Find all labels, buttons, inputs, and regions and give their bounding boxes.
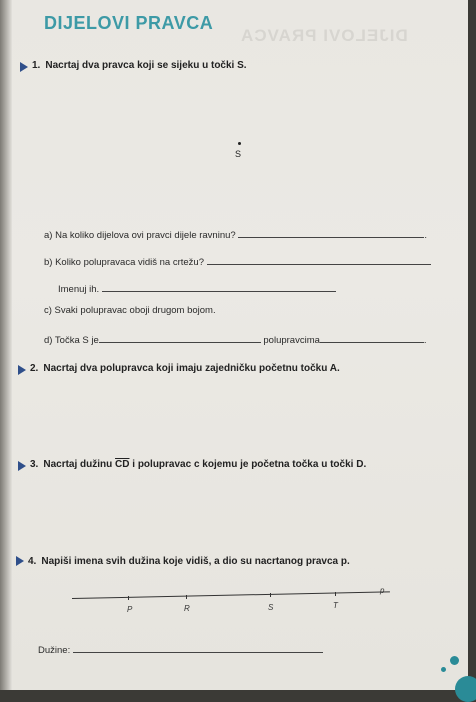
task-marker-icon [18,365,26,375]
answer-blank-d2[interactable] [320,333,424,343]
task-text-a: Nacrtaj dužinu [43,459,116,470]
point-label-p: P [127,605,133,614]
answer-blank-b2[interactable] [102,282,336,292]
question-a-text: a) Na koliko dijelova ovi pravci dijele ravninu? [44,230,236,241]
question-c: c) Svaki polupravac oboji drugom bojom. [44,305,216,316]
point-s-dot [238,142,241,145]
question-d-text1: d) Točka S je [44,335,99,346]
answer-blank-a[interactable] [238,228,424,238]
question-b-text: b) Koliko polupravaca vidiš na crtežu? [44,257,205,268]
point-label-t: T [333,601,338,610]
point-label-s: S [268,603,274,612]
page-number-badge [455,676,476,702]
task-number: 4. [28,556,37,567]
task-marker-icon [18,461,26,471]
decor-dot [441,667,446,672]
answer-blank-b[interactable] [207,255,431,265]
task-text-b: i polupravac c kojemu je početna točka u točki D. [129,459,367,470]
question-d: d) Točka S je polupravcima . [44,335,427,346]
point-tick [186,595,187,599]
task-1 [32,60,247,71]
point-tick [335,592,336,596]
task-number: 2. [30,363,39,374]
task-marker-icon [16,556,24,566]
task-number: 3. [30,459,39,470]
point-label-r: R [184,604,190,613]
task-text: Nacrtaj dva polupravca koji imaju zajedničku početnu točku A. [43,363,340,374]
book-spine [0,0,12,690]
question-d-text2: polupravcima [263,335,320,346]
point-tick [270,593,271,597]
task-text: Nacrtaj dva pravca koji se sijeku u točki S. [45,60,247,71]
answer-row-duzine [38,643,323,656]
question-a: a) Na koliko dijelova ovi pravci dijele ravninu? . [44,230,427,241]
task-number: 1. [32,60,41,71]
answer-label: Dužine: [38,645,71,656]
answer-blank-duzine[interactable] [73,643,323,653]
answer-blank-d1[interactable] [99,333,261,343]
task-3 [30,459,366,470]
task-marker-icon [20,62,28,72]
segment-cd: $\overline{CD}$ [115,459,130,470]
question-b-name [58,282,336,295]
page-title: DIJELOVI PRAVCA [44,13,214,33]
point-tick [128,596,129,600]
task-text: Napiši imena svih dužina koje vidiš, a dio su nacrtanog pravca p. [41,556,350,567]
question-b [44,255,431,268]
line-p [72,591,390,599]
task-4 [28,556,350,567]
task-2 [30,363,340,374]
point-s-label: S [235,149,242,159]
question-b2-text: Imenuj ih. [58,284,100,295]
line-p-label: p [380,586,385,595]
decor-dot [450,656,459,665]
bleed-through-text: DIJELOVI PRAVCA [240,26,408,45]
